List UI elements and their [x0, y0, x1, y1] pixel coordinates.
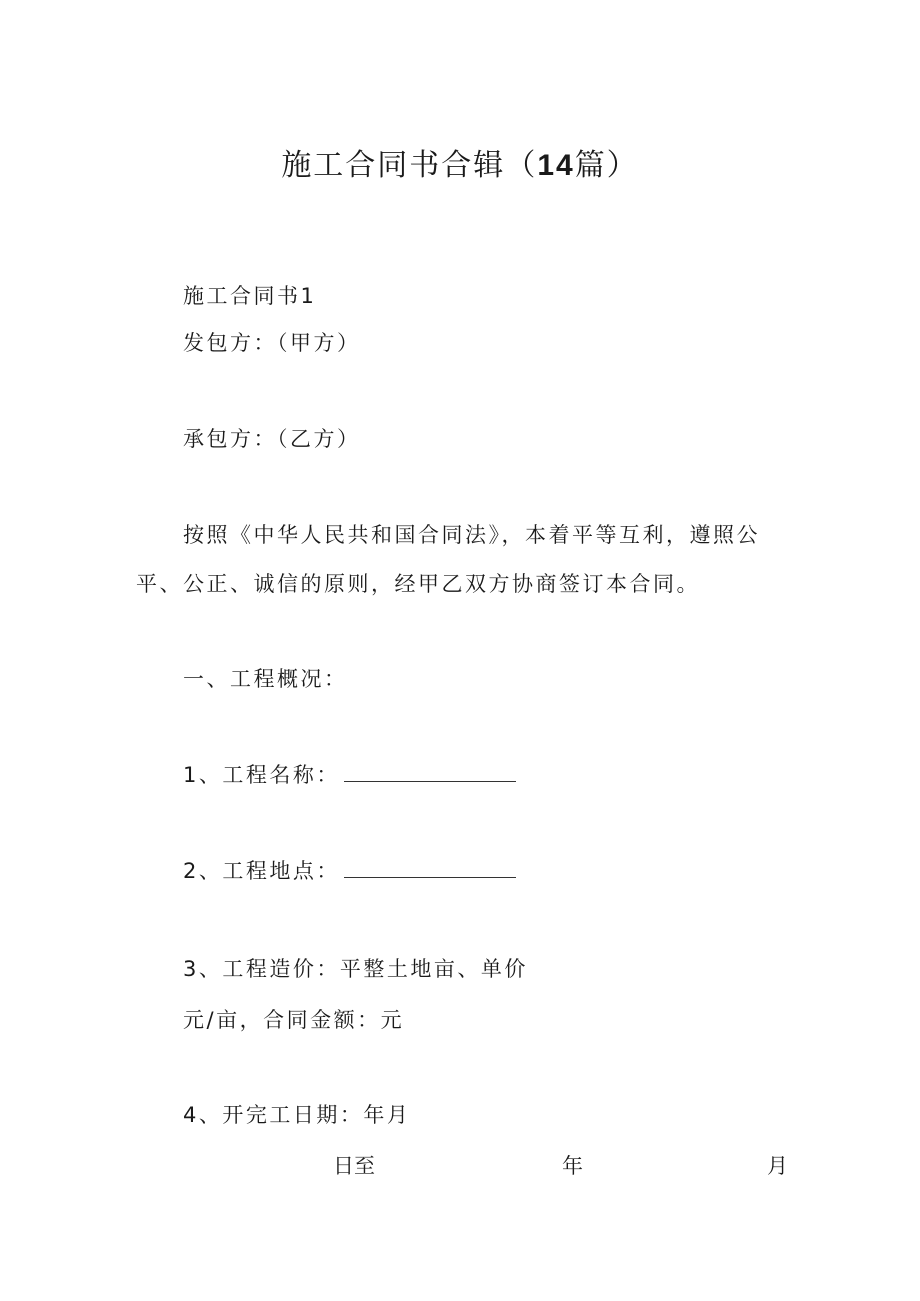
intro-paragraph-line-1: 按照《中华人民共和国合同法》，本着平等互利，遵照公	[183, 523, 760, 547]
project-cost-line-1: 3、工程造价：平整土地亩、单价	[183, 957, 528, 981]
schedule-year: 年	[562, 1154, 583, 1178]
schedule-month: 月	[767, 1154, 788, 1178]
title-main: 施工合同书合辑	[281, 148, 506, 183]
project-location-label: 2、工程地点：	[183, 859, 340, 883]
project-name-blank	[344, 781, 516, 782]
overview-heading: 一、工程概况：	[183, 667, 348, 691]
intro-paragraph-line-2: 平、公正、诚信的原则，经甲乙双方协商签订本合同。	[136, 572, 700, 596]
schedule-line: 4、开完工日期：年月	[183, 1103, 411, 1127]
project-name-label: 1、工程名称：	[183, 763, 340, 787]
document-title	[0, 146, 920, 185]
party-a-line: 发包方：（甲方）	[183, 331, 361, 355]
title-paren-close: 篇）	[574, 148, 639, 183]
title-paren-open: （	[505, 148, 538, 183]
project-name-row	[183, 762, 516, 789]
project-location-blank	[344, 877, 516, 878]
title-count: 14	[537, 149, 575, 182]
project-location-row	[183, 858, 516, 885]
project-cost-line-2: 元/亩，合同金额：元	[183, 1008, 405, 1032]
schedule-day-to: 日至	[333, 1154, 375, 1178]
party-b-line: 承包方：（乙方）	[183, 427, 361, 451]
section-heading: 施工合同书1	[183, 284, 317, 308]
